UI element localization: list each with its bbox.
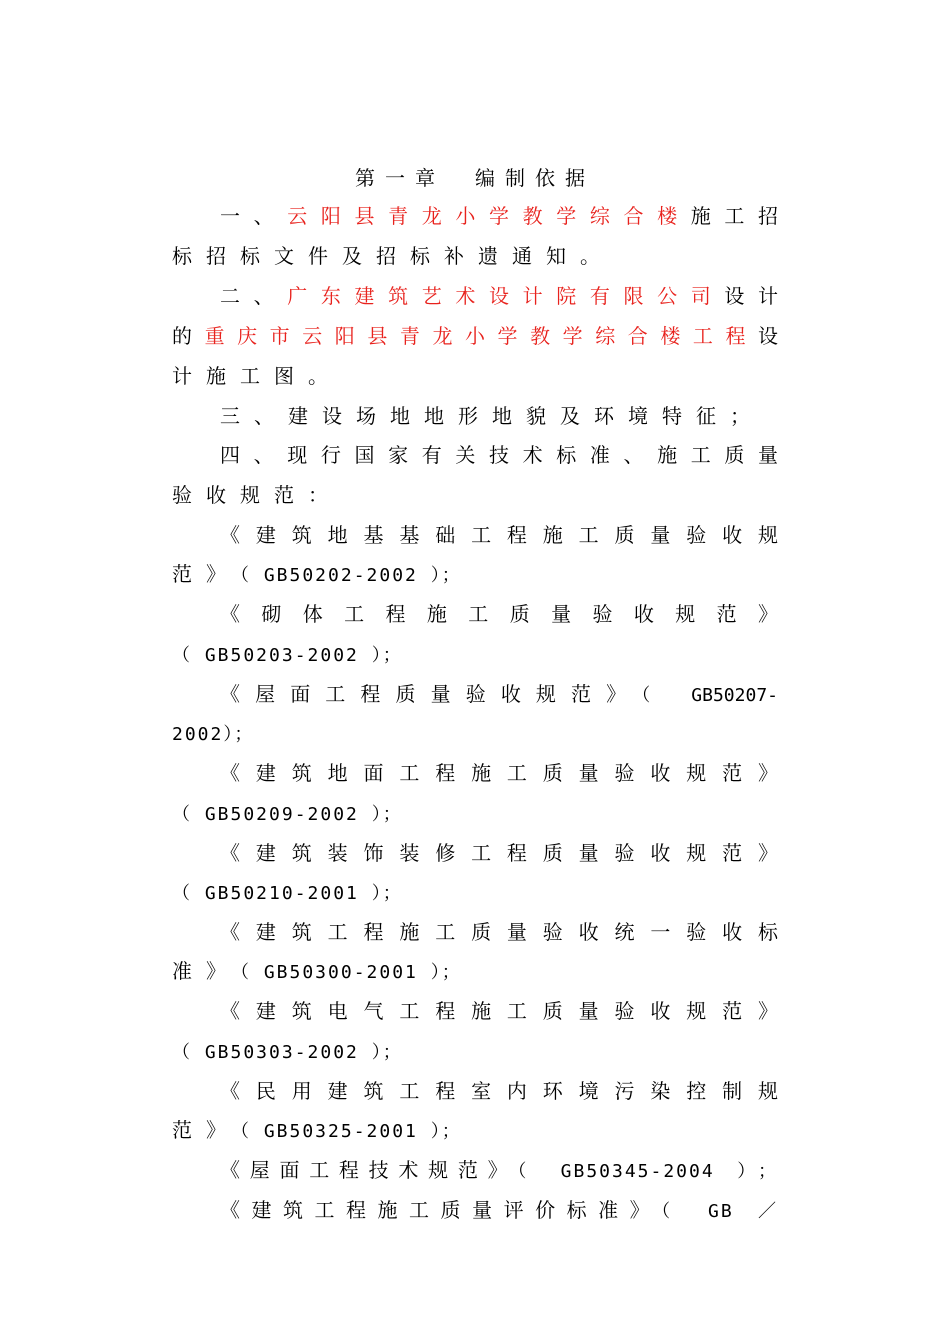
standard-7-line-1: 《建筑电气工程施工质量验收规范》 bbox=[220, 999, 778, 1023]
standard-2-code: （ GB50203-2002 ）； bbox=[172, 645, 403, 666]
standard-1-line-2 bbox=[172, 556, 778, 592]
standard-6-line-2 bbox=[172, 953, 778, 989]
standard-7-code: （ GB50303-2002 ）； bbox=[172, 1042, 403, 1063]
standard-6-code: （ GB50300-2001 ）； bbox=[240, 962, 462, 983]
standard-8-tail: 范》 bbox=[172, 1118, 240, 1142]
standard-9-code: （ GB50345-2004 ）； bbox=[517, 1161, 778, 1182]
paragraph-1-line-1 bbox=[220, 198, 778, 234]
paragraph-1-prefix: 一、 bbox=[220, 204, 288, 228]
standard-9-text: 《屋面工程技术规范》 bbox=[220, 1158, 518, 1182]
paragraph-2-line-2-prefix: 的 bbox=[172, 324, 205, 348]
standard-9-line-1 bbox=[220, 1152, 778, 1188]
paragraph-2-prefix: 二、 bbox=[220, 284, 288, 308]
paragraph-2-line-2 bbox=[172, 318, 778, 354]
paragraph-2-line-3: 计施工图。 bbox=[172, 364, 342, 388]
project-name-red: 云阳县青龙小学教学综合楼 bbox=[287, 204, 691, 228]
standard-1-code: （ GB50202-2002 ）； bbox=[240, 565, 462, 586]
standard-10-text: 《建筑工程施工质量评价标准》 bbox=[220, 1198, 662, 1222]
standard-3-code-start: （ GB50207- bbox=[641, 685, 778, 706]
standard-1-line-1: 《建筑地基基础工程施工质量验收规 bbox=[220, 523, 778, 547]
standard-4-line-2 bbox=[172, 795, 778, 831]
paragraph-2-rest: 设计 bbox=[724, 284, 778, 308]
project-full-name-red: 重庆市云阳县青龙小学教学综合楼工程 bbox=[204, 324, 759, 348]
standard-2-line-1: 《砌体工程施工质量验收规范》 bbox=[220, 602, 778, 626]
standard-7-line-2 bbox=[172, 1033, 778, 1069]
standard-4-code: （ GB50209-2002 ）； bbox=[172, 804, 403, 825]
paragraph-2-line-2-suffix: 设 bbox=[758, 324, 779, 348]
standard-5-line-1: 《建筑装饰装修工程质量验收规范》 bbox=[220, 841, 778, 865]
paragraph-3: 三、建设场地地形地貌及环境特征； bbox=[220, 404, 764, 428]
standard-8-code: （ GB50325-2001 ）； bbox=[240, 1121, 462, 1142]
paragraph-1-rest: 施工招 bbox=[690, 204, 778, 228]
paragraph-4-line-2: 验收规范： bbox=[172, 483, 342, 507]
standard-1-tail: 范》 bbox=[172, 562, 240, 586]
paragraph-1-line-2: 标招标文件及招标补遗通知。 bbox=[172, 244, 614, 268]
standard-8-line-1: 《民用建筑工程室内环境污染控制规 bbox=[220, 1079, 778, 1103]
standard-3-line-2 bbox=[172, 715, 778, 751]
standard-3-code-end: 2002）； bbox=[172, 724, 255, 745]
standard-4-line-1: 《建筑地面工程施工质量验收规范》 bbox=[220, 761, 778, 785]
paragraph-4-line-1: 四、现行国家有关技术标准、施工质量 bbox=[220, 443, 778, 467]
standard-5-line-2 bbox=[172, 874, 778, 910]
standard-5-code: （ GB50210-2001 ）； bbox=[172, 883, 403, 904]
standard-6-tail: 准》 bbox=[172, 959, 240, 983]
standard-8-line-2 bbox=[172, 1112, 778, 1148]
standard-2-line-2 bbox=[172, 636, 778, 672]
standard-6-line-1: 《建筑工程施工质量验收统一验收标 bbox=[220, 920, 778, 944]
chapter-heading: 第一章 编制依据 bbox=[355, 166, 595, 190]
standard-10-line-1 bbox=[220, 1192, 778, 1228]
standard-10-code: （ GB ／ bbox=[661, 1201, 778, 1222]
paragraph-2-line-1 bbox=[220, 278, 778, 314]
standard-3-text: 《屋面工程质量验收规范》 bbox=[220, 682, 642, 706]
standard-3-line-1 bbox=[220, 676, 778, 712]
designer-name-red: 广东建筑艺术设计院有限公司 bbox=[287, 284, 725, 308]
